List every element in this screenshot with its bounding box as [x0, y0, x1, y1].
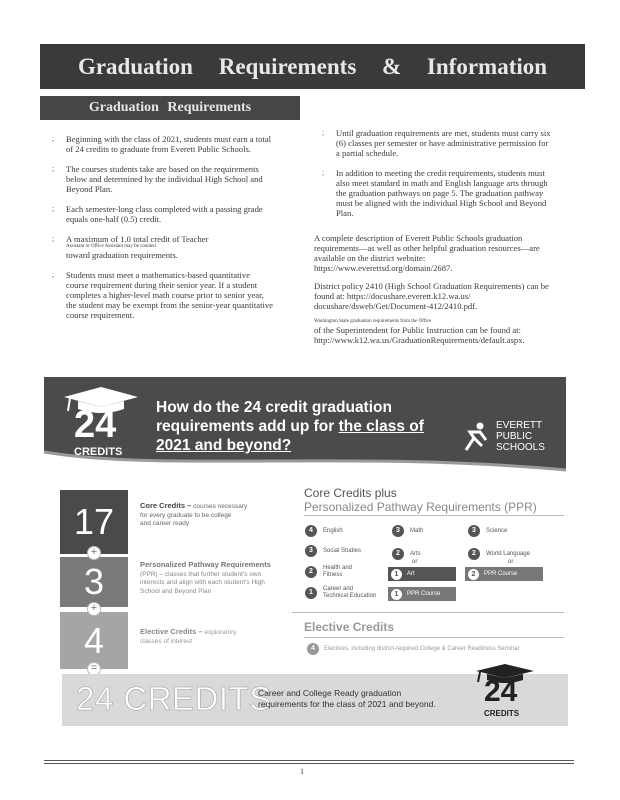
list-item: ; Until graduation requirements are met, students must carry six (6) classes per semester or have administrative permission for a partial schedule. — [322, 128, 551, 158]
footer-rule — [44, 760, 574, 761]
runner-icon — [460, 420, 494, 454]
elective-heading: Elective Credits — [304, 620, 395, 634]
page-title: Graduation Requirements & Information — [40, 44, 585, 89]
right-paragraphs — [314, 233, 554, 353]
list-item: ; Beginning with the class of 2021, students must earn a total of 24 credits to graduate from Everett Public Schools. — [52, 134, 272, 154]
plus-icon: + — [87, 546, 101, 560]
count-badge: 3 — [305, 545, 317, 557]
social-studies-label: Social Studies — [323, 548, 362, 554]
count-badge: 2 — [392, 548, 404, 560]
or-label: or — [508, 559, 514, 565]
total-description: Career and College Ready graduation requirements for the class of 2021 and beyond. — [258, 688, 436, 709]
count-badge: 2 — [305, 566, 317, 578]
footer-rule — [44, 763, 574, 764]
list-item: ; A maximum of 1.0 total credit of Teacher Assistant or Office Assistant may be counted toward graduation requirements. — [52, 234, 209, 260]
left-column — [52, 134, 274, 330]
ppr-description: Personalized Pathway Requirements (PPR) – classes that further student's own interests and align with each student's High School and Beyond Plan — [140, 560, 271, 595]
ppr-heading: Personalized Pathway Requirements (PPR) — [304, 500, 537, 514]
math-label: Math — [410, 528, 424, 534]
logo-label: CREDITS — [74, 446, 123, 458]
list-item: ; The courses students take are based on the requirements below and determined by the individual High School and Beyond Plan. — [52, 164, 263, 194]
core-credits-number: 17 — [60, 490, 128, 554]
divider — [304, 515, 564, 516]
credits-logo-small: 24 CREDITS — [470, 662, 540, 724]
description-paragraph: A complete description of Everett Public Schools graduation requirements—as well as other helpful graduation resources—are available on the district website: https://www.everettsd.org/domain/2687. — [314, 233, 540, 273]
list-item: ; Each semester-long class completed with a passing grade equals one-half (0.5) credit. — [52, 204, 263, 224]
art-box: 1 Art — [388, 567, 456, 581]
credits-logo — [56, 385, 146, 465]
right-column — [322, 128, 552, 228]
list-item: ; Students must meet a mathematics-based quantitative course requirement during their senior year. If a student completes a higher-level math course prior to senior year, the student may be exempt from the senior-year quantitative course requirement. — [52, 270, 273, 320]
or-label: or — [412, 559, 418, 565]
policy-paragraph: District policy 2410 (High School Graduation Requirements) can be found at: https://docushare.everett.k12.wa.us/ docushare/dsweb/Get/Document-412/2410.pdf. — [314, 281, 549, 311]
list-item: ; In addition to meeting the credit requirements, students must also meet standard in math and English language arts through the graduation pathways on page 5. The graduation pathway must be aligned with the individual High School and Beyond Plan. — [322, 168, 548, 218]
divider — [292, 612, 564, 613]
count-badge: 4 — [307, 643, 319, 655]
page-number: 1 — [300, 767, 304, 776]
plus-icon: + — [87, 602, 101, 616]
count-badge: 2 — [468, 548, 480, 560]
science-label: Science — [486, 528, 508, 534]
cte-label: Career and Technical Education — [323, 586, 377, 599]
count-badge: 3 — [468, 525, 480, 537]
logo-number: 24 — [74, 404, 117, 446]
state-paragraph: Washington State graduation requirements from the Office of the Superintendent for Public Instruction can be found at: http://www.k12.wa.us/GraduationRequirements/default.aspx. — [314, 319, 525, 345]
arts-label: Arts — [410, 551, 421, 557]
ppr-course-box: 1 PPR Course — [388, 587, 456, 601]
elective-credits-number: 4 — [60, 612, 128, 669]
health-label: Health and Fitness — [323, 565, 353, 578]
infographic-question: How do the 24 credit graduation requirements add up for the class of 2021 and beyond? — [156, 399, 424, 454]
ppr-course-box: 2 PPR Course — [465, 567, 543, 581]
core-plus-heading: Core Credits plus — [304, 486, 397, 500]
world-language-label: World Language — [486, 551, 530, 557]
district-logo: EVERETT PUBLIC SCHOOLS — [460, 418, 560, 458]
section-title: Graduation Requirements — [40, 96, 300, 120]
english-label: English — [323, 528, 343, 534]
equals-icon: = — [87, 662, 101, 676]
elective-description: Elective Credits – exploratory classes of interest — [140, 627, 237, 645]
count-badge: 3 — [392, 525, 404, 537]
count-badge: 1 — [305, 587, 317, 599]
elective-item-label: Electives, including district-required College & Career Readiness Seminar — [324, 646, 520, 652]
divider — [304, 637, 564, 638]
core-credits-description: Core Credits – courses necessary for every graduate to be college and career ready — [140, 501, 248, 527]
ppr-credits-number: 3 — [60, 557, 128, 607]
total-credits: 24 CREDITS — [76, 680, 272, 717]
count-badge: 4 — [305, 525, 317, 537]
